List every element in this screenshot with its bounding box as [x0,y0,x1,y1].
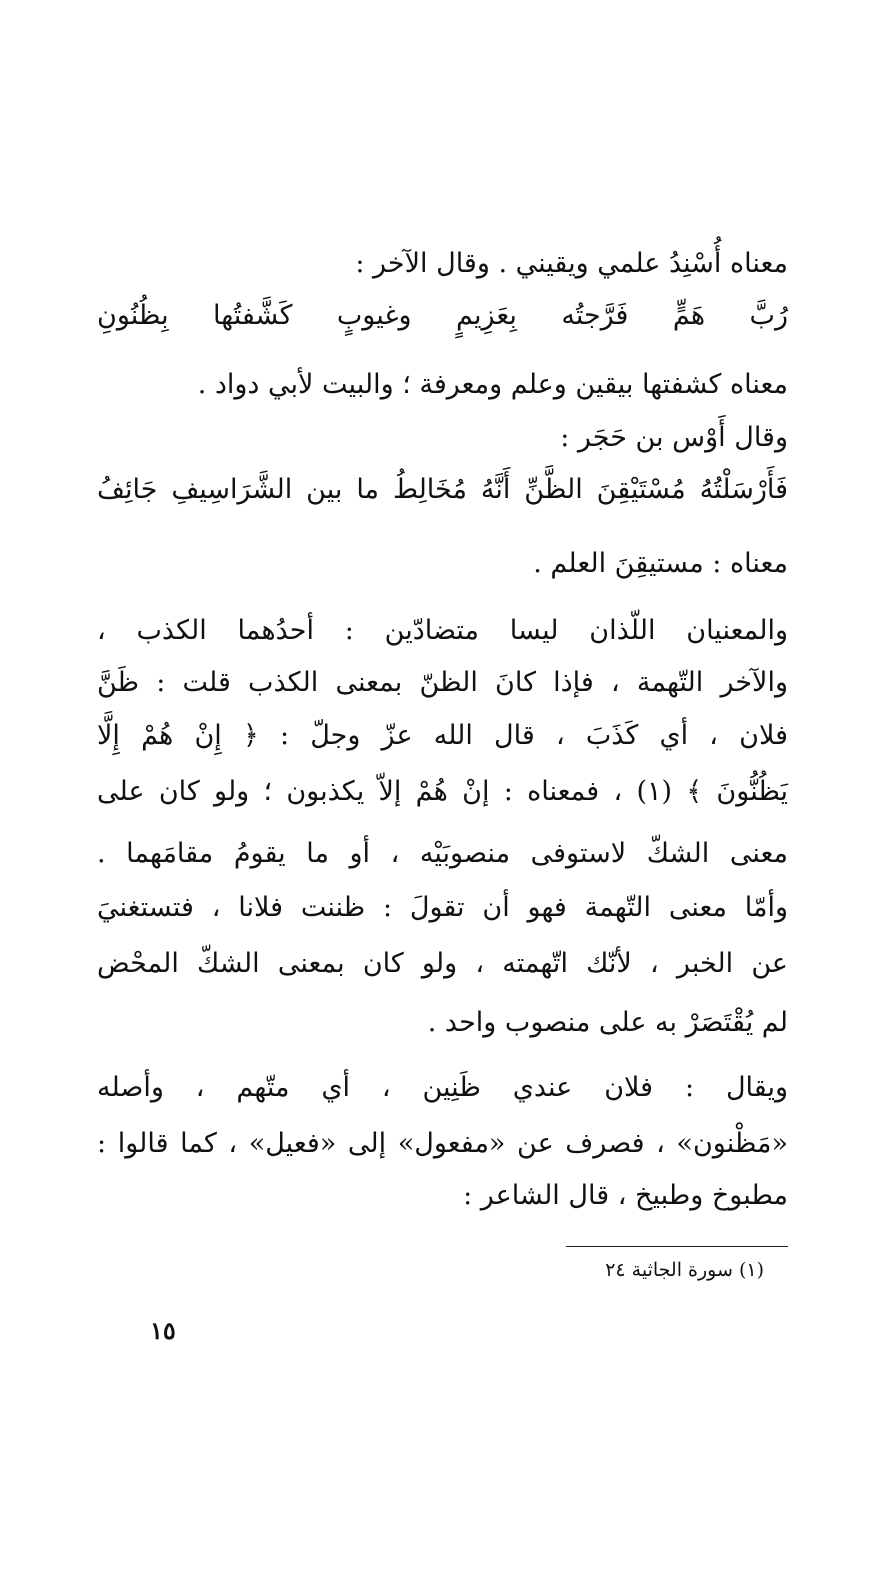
text-line-13: ويقال : فلان عندي ظَنِين ، أي متّهم ، وأصله [97,1072,788,1103]
text-line-10: وأمّا معنى التّهمة فهو أن تقولَ : ظننت فلانا ، فتستغنيَ [97,892,788,923]
text-line-3: وقال أَوْس بن حَجَر : [560,422,788,453]
footnote: (١) سورة الجاثية ٢٤ [605,1259,764,1281]
text-line-7: فلان ، أي كَذَبَ ، قال الله عزّ وجلّ : ﴿ إِنْ هُمْ إِلَّا [97,720,788,751]
text-line-1: معناه أُسْنِدُ علمي ويقيني . وقال الآخر : [355,248,788,279]
text-line-15: مطبوخ وطبيخ ، قال الشاعر : [463,1180,788,1211]
text-line-4: معناه : مستيقِنَ العلم . [533,548,788,579]
verse-line-1: رُبَّ هَمٍّ فَرَّجتُه بِعَزِيمٍ وغيوبٍ كَشَّفتُها بِظُنُونِ [97,300,788,331]
verse-line-2: فَأَرْسَلْتُهُ مُسْتَيْقِنَ الظَّنِّ أَنَّهُ مُخَالِطُ ما بين الشَّرَاسِيفِ جَائِفُ [97,474,788,505]
text-line-9: معنى الشكّ لاستوفى منصوبَيْه ، أو ما يقومُ مقامَهما . [97,838,788,869]
text-line-2: معناه كشفتها بيقين وعلم ومعرفة ؛ والبيت لأبي دواد . [197,369,788,400]
text-line-14: «مَظْنون» ، فصرف عن «مفعول» إلى «فعيل» ، كما قالوا : [97,1128,788,1159]
footnote-rule [566,1246,788,1247]
page-number: ١٥ [150,1316,176,1345]
text-line-11: عن الخبر ، لأنّك اتّهمته ، ولو كان بمعنى الشكّ المحْض [97,948,788,979]
text-line-5: والمعنيان اللّذان ليسا متضادّين : أحدُهما الكذب ، [97,615,788,646]
text-line-12: لم يُقْتَصَرْ به على منصوب واحد . [427,1007,788,1038]
text-line-6: والآخر التّهمة ، فإذا كانَ الظنّ بمعنى الكذب قلت : ظَنَّ [97,667,788,698]
text-line-8: يَظُنُّونَ ﴾ (١) ، فمعناه : إنْ هُمْ إلاّ يكذبون ؛ ولو كان على [97,776,789,807]
